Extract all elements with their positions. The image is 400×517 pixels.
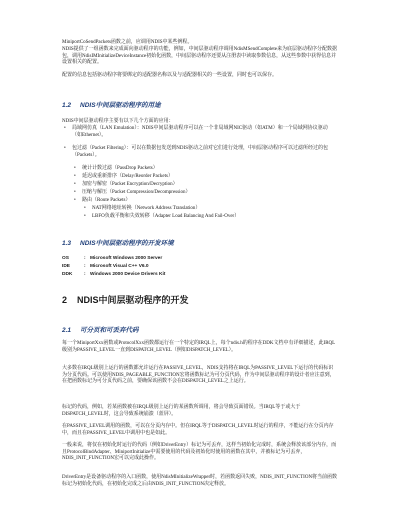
body-paragraph-1: 每一个MiniportXxx函数或ProtocolXxx函数都运行在一个特定的IRQL上，每个ndis.h的程序在DDK文档中有详细描述，此IRQL级别为PASSIVE_LEVEL一直到DISPATCH_LEVEL（例如DISPATCH_LEVEL）。 xyxy=(62,341,336,353)
sub-bullet-3: • 加密与解密（Packet Encryption/Decryption） xyxy=(82,182,336,189)
body-paragraph-4: 在PASSIVE_LEVEL调用的函数，可以在分页内存中。但在IRQL等于DISPATCH_LEVEL时运行的程序，不能运行在分页内存中，而且在PASSIVE_LEVEL中调用中也是如此。 xyxy=(62,424,334,436)
sub-bullet-1: • 统计计数过滤（PassDrop Packets） xyxy=(82,166,336,173)
body-paragraph-6: DriverEntry是设备驱动程序的入口函数，使用NdisMInitializeWrapper时，若函数返回失败，NDIS_INIT_FUNCTION将当前函数标记为初始化代码，在初始化完成之后由NDIS_INIT_FUNCTION决定释放。 xyxy=(62,475,338,487)
intro-paragraph: NDIS提供了一组函数来完成面向驱动程序的功能，例如，中间层驱动程序调用NdisMSendComplete来为底层驱动程序分配数据包，调用NdisIMInitializeDeviceInstance初始化函数，中间层驱动程序还要从注册表中读取参数信息，从这些参数中获得信息并设置相关的配置。 xyxy=(62,47,338,65)
env-key: DDK xyxy=(62,272,73,277)
section-heading-1-3 xyxy=(62,238,174,247)
section-heading-2-1 xyxy=(62,325,139,334)
intro-line-1: MiniportCoSendPackets函数之前，应调用NDIS中某些例程。 xyxy=(62,40,193,45)
section-title: 可分页和可丢弃代码 xyxy=(80,327,139,334)
chapter-number: 2 xyxy=(62,295,68,305)
section-number: 1.3 xyxy=(62,240,72,247)
sub-sub-bullet-1: • NAT网络地址转换（Network Address Translation） xyxy=(92,206,336,213)
env-value: Windows 2000 Device Drivers Kit xyxy=(90,272,166,277)
env-row-ide: IDE : Microsoft Visual C++ V6.0 xyxy=(62,264,149,269)
bullet-packet-filtering: • 包过滤（Packet Filtering）：可以在数据包发送到NDIS驱动之前对它们进行处理，中间层驱动程序可以过滤所经过的包（Packets）。 xyxy=(72,146,336,159)
section-number: 2.1 xyxy=(62,327,72,334)
section-heading-1-2 xyxy=(62,100,161,109)
sub-bullet-4: • 压缩与解压（Packet Compression/Decompression） xyxy=(82,190,336,197)
section-number: 1.2 xyxy=(62,102,72,109)
chapter-title: NDIS中间层驱动程序的开发 xyxy=(77,295,189,305)
env-value: Microsoft Windows 2000 Server xyxy=(90,256,163,261)
body-paragraph-3: 标记的代码，例如，若某函数被在IRQL级别上运行的某函数所调用，将会导致页面错误。当IRQL等于或大于DISPATCH_LEVEL时，这会导致系统崩溃（蓝屏）。 xyxy=(62,405,301,417)
sub-bullet-2: • 延迟或重新排序（Delay/Reorder Packets） xyxy=(82,174,336,181)
env-row-os: OS : Microsoft Windows 2000 Server xyxy=(62,256,163,261)
body-paragraph-5: 一般来说，将仅在初始化时运行的代码（例如DriverEntry）标记为可丢弃，这样当初始化完成时，系统会释放该部分内存，而且ProtocolBindAdapter、MiniportInitialize中需要使用的代码及初始化时使用的函数在其中，并被标记为可丢弃，NDIS_INIT_FUNCTION宏可以完成此操作。 xyxy=(62,443,337,461)
env-value: Microsoft Visual C++ V6.0 xyxy=(90,264,149,269)
intro-line-3: 配置的信息包括驱动程序将要绑定的适配器名称以及与适配器相关的一些设置，同时也可以保存。 xyxy=(62,73,278,78)
uses-lead: NDIS中间层驱动程序主要有以下几个方面的应用： xyxy=(62,119,174,124)
env-key: IDE xyxy=(62,264,70,269)
env-row-ddk: DDK : Windows 2000 Device Drivers Kit xyxy=(62,272,166,277)
section-title: NDIS中间层驱动程序的用途 xyxy=(80,102,161,109)
sub-bullet-5: • 路由（Route Packets） xyxy=(82,198,336,205)
body-paragraph-2: 大多数在IRQL级别上运行的函数都允许运行在PASSIVE_LEVEL，NDIS支持将在IRQL为PASSIVE_LEVEL下运行的代码标识为分页代码。可以使用NDIS_PAGEABLE_FUNCTION宏将函数标记为可分页代码，作为中间层驱动程序的设计者应注意到，在把函数标记为可分页代码之前，要确保该函数不会在DISPATCH_LEVEL之上运行。 xyxy=(62,366,335,384)
section-title: NDIS中间层驱动程序的开发环境 xyxy=(80,240,174,247)
bullet-lan-emulation: • 局域网仿真（LAN Emulation）：NDIS中间层驱动程序可以在一个非局域网NIC驱动（如ATM）和一个局域网协议驱动（如Ethernet）。 xyxy=(72,126,336,139)
chapter-heading-2 xyxy=(62,293,189,306)
env-key: OS xyxy=(62,256,69,261)
sub-sub-bullet-2: • LBFO负载平衡和失效转移（Adapter Load Balancing And Fail-Over） xyxy=(92,214,336,221)
